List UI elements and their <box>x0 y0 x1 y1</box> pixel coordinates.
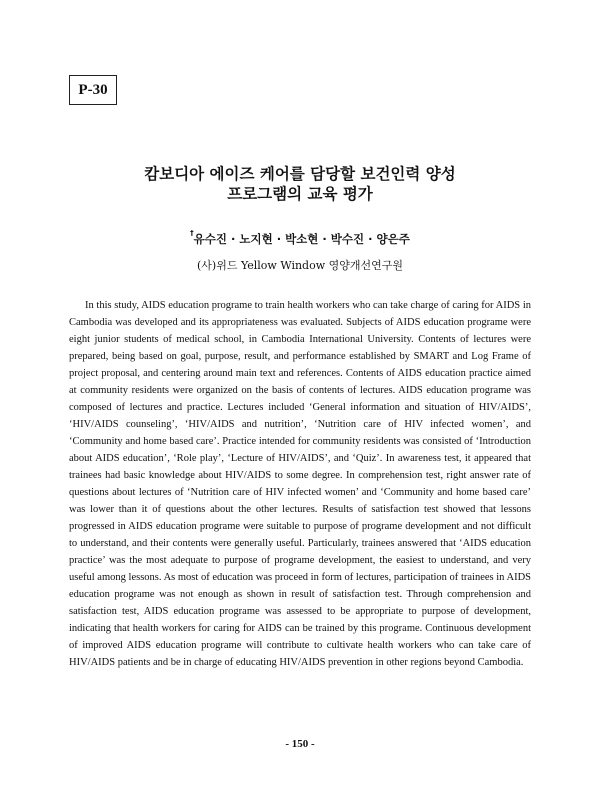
author-names: 유수진 · 노지현 · 박소현 · 박수진 · 양은주 <box>193 232 410 246</box>
poster-id-box <box>69 75 117 105</box>
title-line-2: 프로그램의 교육 평가 <box>227 185 373 203</box>
affiliation: (사)위드 Yellow Window 영양개선연구원 <box>196 259 404 272</box>
page-number: - 150 - <box>285 738 315 750</box>
poster-id: P-30 <box>78 81 108 98</box>
author-line <box>0 231 600 247</box>
abstract-text: In this study, AIDS education programe to train health workers who can take charge of caring for AIDS in Cambodia was developed and its appropriateness was evaluated. Subjects of AIDS education programe were eight junior students of medical school, in Cambodia International University. Contents of lectures were prepared, being based on goal, purpose, result, and performance established by SMART and Log Frame of project proposal, and centering around main text and references. Contents of AIDS education practice aimed at community residents were organized on the basis of contents of lectures. AIDS education programe was composed of lectures and practice. Lectures included ‘General information and situation of HIV/AIDS’, ‘HIV/AIDS counseling’, ‘HIV/AIDS and nutrition’, ‘Nutrition care of HIV infected women’, and ‘Community and home based care’. Practice intended for community residents was consisted of ‘Introduction about AIDS education’, ‘Role play’, ‘Lecture of HIV/AIDS’, and ‘Quiz’. In awareness test, it appeared that trainees had basic knowledge about HIV/AIDS to some degree. In comprehension test, right answer rate of questions about lectures of ‘Nutrition care of HIV infected women’ and ‘Community and home based care’ was lower than it of questions about the other lectures. Results of satisfaction test showed that lessons progressed in AIDS education programe were suitable to purpose of programe development and not difficult to understand, and their contents were generally useful. Particularly, trainees answered that ‘AIDS education practice’ was the most adequate to purpose of programe development, the easiest to understand, and very useful among lessons. As most of education was proceed in form of lectures, participation of trainees in AIDS education programe was not enough as shown in result of satisfaction test. Through comprehension and satisfaction test, AIDS education programe was assessed to be appropriate to purpose of development, indicating that health workers for caring for AIDS can be trained by this programe. Continuous development of improved AIDS education programe will contribute to cultivate health workers who can take care of HIV/AIDS patients and be in charge of educating HIV/AIDS prevention in other regions beyond Cambodia. <box>69 300 531 668</box>
paper-title <box>0 164 600 204</box>
title-line-1: 캄보디아 에이즈 케어를 담당할 보건인력 양성 <box>144 165 456 183</box>
corresponding-mark: † <box>190 229 194 237</box>
